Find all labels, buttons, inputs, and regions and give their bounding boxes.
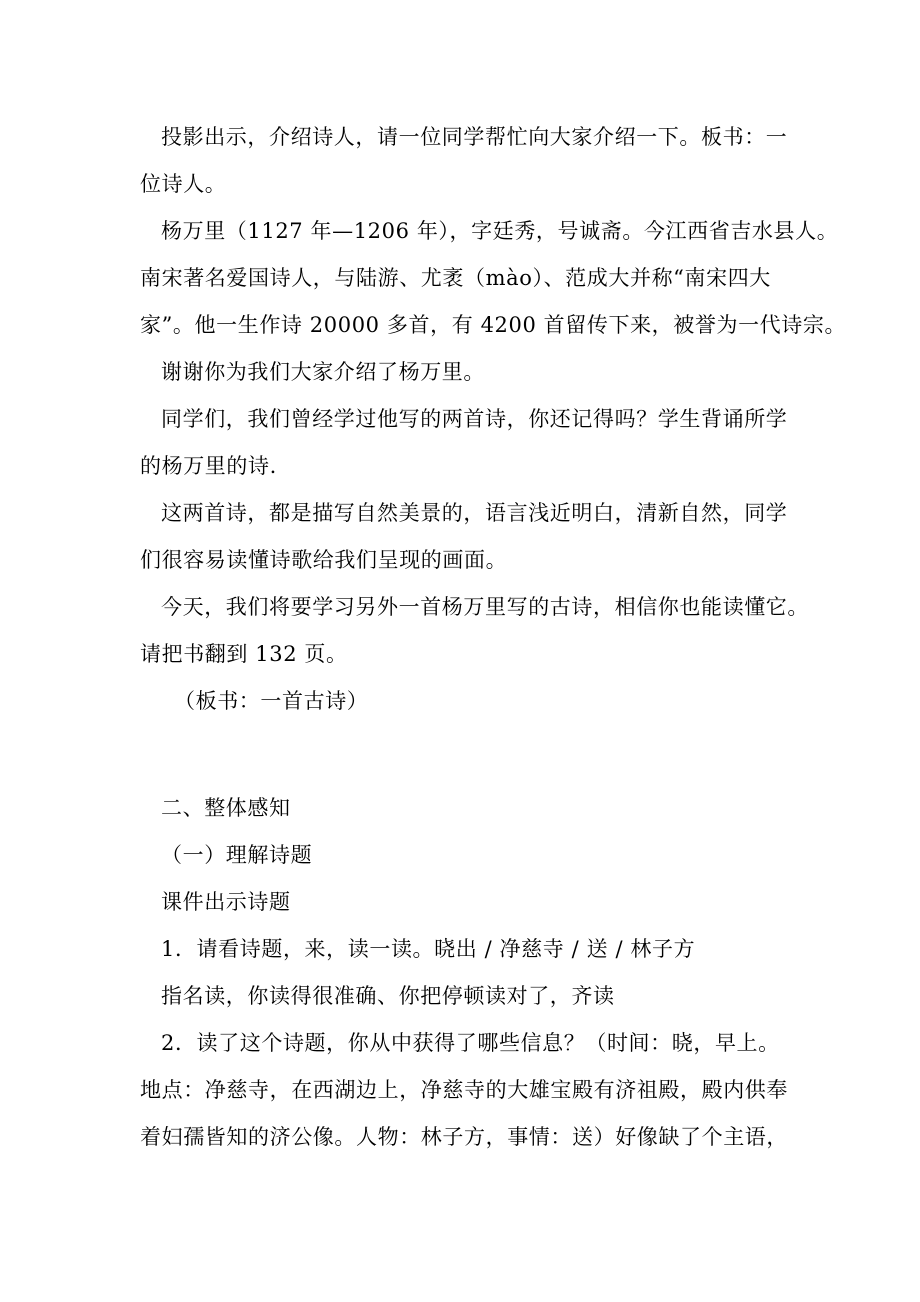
paragraph-line: 南宋著名爱国诗人，与陆游、尤袤（mào）、范成大并称“南宋四大: [140, 266, 771, 290]
paragraph-line: 1．请看诗题，来，读一读。晓出 / 净慈寺 / 送 / 林子方: [161, 937, 696, 961]
paragraph-line: 今天，我们将要学习另外一首杨万里写的古诗，相信你也能读懂它。: [161, 595, 809, 619]
paragraph-line: 投影出示，介绍诗人，请一位同学帮忙向大家介绍一下。板书：一: [161, 125, 788, 149]
document-body: [140, 114, 847, 725]
section-heading: 二、整体感知: [161, 796, 291, 820]
paragraph-line: （板书：一首古诗）: [174, 689, 369, 713]
paragraph-line: 位诗人。: [140, 172, 227, 196]
paragraph-line: 同学们，我们曾经学过他写的两首诗，你还记得吗？学生背诵所学: [161, 407, 788, 431]
paragraph-line: 指名读，你读得很准确、你把停顿读对了，齐读: [161, 984, 615, 1008]
paragraph-line: 谢谢你为我们大家介绍了杨万里。: [161, 360, 485, 384]
paragraph-line: 2．读了这个诗题，你从中获得了哪些信息？（时间：晓，早上。: [161, 1031, 780, 1055]
subsection-heading: （一）理解诗题: [161, 843, 313, 867]
paragraph-line: 的杨万里的诗.: [140, 454, 277, 478]
paragraph-line: 课件出示诗题: [161, 890, 291, 914]
paragraph-line: 家”。他一生作诗 20000 多首，有 4200 首留传下来，被誉为一代诗宗。: [140, 313, 847, 337]
paragraph-line: 杨万里（1127 年—1206 年），字廷秀，号诚斋。今江西省吉水县人。: [161, 219, 839, 243]
document-section: [140, 785, 788, 1161]
paragraph-line: 们很容易读懂诗歌给我们呈现的画面。: [140, 548, 508, 572]
paragraph-line: 地点：净慈寺，在西湖边上，净慈寺的大雄宝殿有济祖殿，殿内供奉: [140, 1078, 788, 1102]
paragraph-line: 请把书翻到 132 页。: [140, 642, 348, 666]
paragraph-line: 着妇孺皆知的济公像。人物：林子方，事情：送）好像缺了个主语，: [140, 1125, 788, 1149]
paragraph-line: 这两首诗，都是描写自然美景的，语言浅近明白，清新自然，同学: [161, 501, 788, 525]
